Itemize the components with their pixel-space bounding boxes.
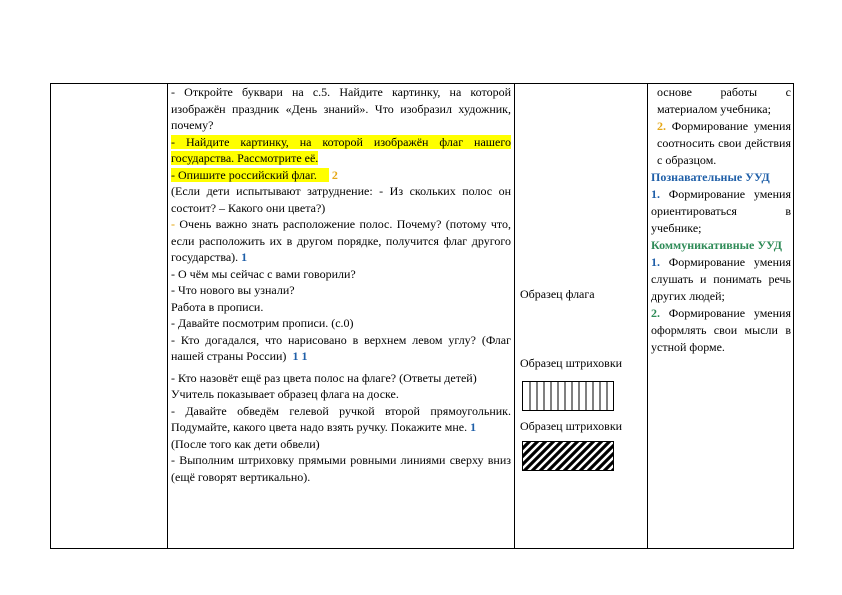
step-number: 2 — [331, 167, 338, 182]
learning-outcomes-column — [651, 84, 791, 356]
section-heading: Познавательные УУД — [651, 170, 770, 184]
step-number: 1 1 — [292, 349, 308, 363]
step-number: 1 — [241, 250, 248, 264]
text-line: - Выполним штриховку прямыми ровными линиями сверху вниз (ещё говорят вертикально). — [171, 453, 511, 484]
text-line: 2. Формирование умения оформлять свои мысли в устной форме. — [651, 306, 791, 354]
lesson-table — [50, 83, 794, 549]
vertical-hatching-sample — [522, 381, 614, 411]
text-line: - Опишите российский флаг. 2 — [171, 167, 338, 182]
text-line: - Кто догадался, что нарисовано в верхнем левом углу? (Флаг нашей страны России) 1 1 — [171, 332, 511, 363]
teacher-activity-column — [171, 84, 511, 485]
section-heading: Коммуникативные УУД — [651, 238, 783, 252]
flag-sample-label: Образец флага — [520, 287, 595, 301]
text-line: - О чём мы сейчас с вами говорили? — [171, 266, 356, 281]
text-line: 2. Формирование умения соотносить свои действия с образцом. — [657, 119, 791, 167]
text-line: основе работы с материалом учебника; — [657, 85, 791, 116]
hatching-sample-label: Образец штриховки — [520, 419, 623, 433]
text-line: Учитель показывает образец флага на доске. — [171, 387, 399, 401]
column-divider — [514, 84, 515, 548]
section-heading: Работа в прописи. — [171, 299, 264, 314]
diagonal-hatching-sample — [522, 441, 614, 471]
text-line: 1. Формирование умения ориентироваться в учебнике; — [651, 187, 791, 235]
hatching-sample-label: Образец штриховки — [520, 356, 623, 370]
column-divider — [167, 84, 168, 548]
text-line: - Давайте обведём гелевой ручкой второй прямоугольник. Подумайте, какого цвета надо взять ручку. Покажите мне. 1 — [171, 403, 511, 434]
text-line: - Очень важно знать расположение полос. Почему? (потому что, если расположить их в другом порядке, получится флаг другого государства). 1 — [171, 217, 511, 264]
column-divider — [647, 84, 648, 548]
text-line: (Если дети испытывают затруднение: - Из скольких полос он состоит? – Какого они цвета?) — [171, 184, 511, 215]
text-line: - Давайте посмотрим прописи. (с.0) — [171, 316, 354, 330]
text-line: (После того как дети обвели) — [171, 436, 320, 451]
text-line: - Кто назовёт ещё раз цвета полос на флаге? (Ответы детей) — [171, 370, 477, 385]
step-number: 1 — [470, 420, 477, 434]
text-line: 1. Формирование умения слушать и понимать речь других людей; — [651, 255, 791, 303]
text-line: - Найдите картинку, на которой изображён флаг нашего государства. Рассмотрите её. — [171, 134, 511, 165]
text-line: - Откройте буквари на с.5. Найдите картинку, на которой изображён праздник «День знаний». Что изобразил художник, почему? — [171, 85, 511, 132]
text-line: - Что нового вы узнали? — [171, 283, 295, 297]
